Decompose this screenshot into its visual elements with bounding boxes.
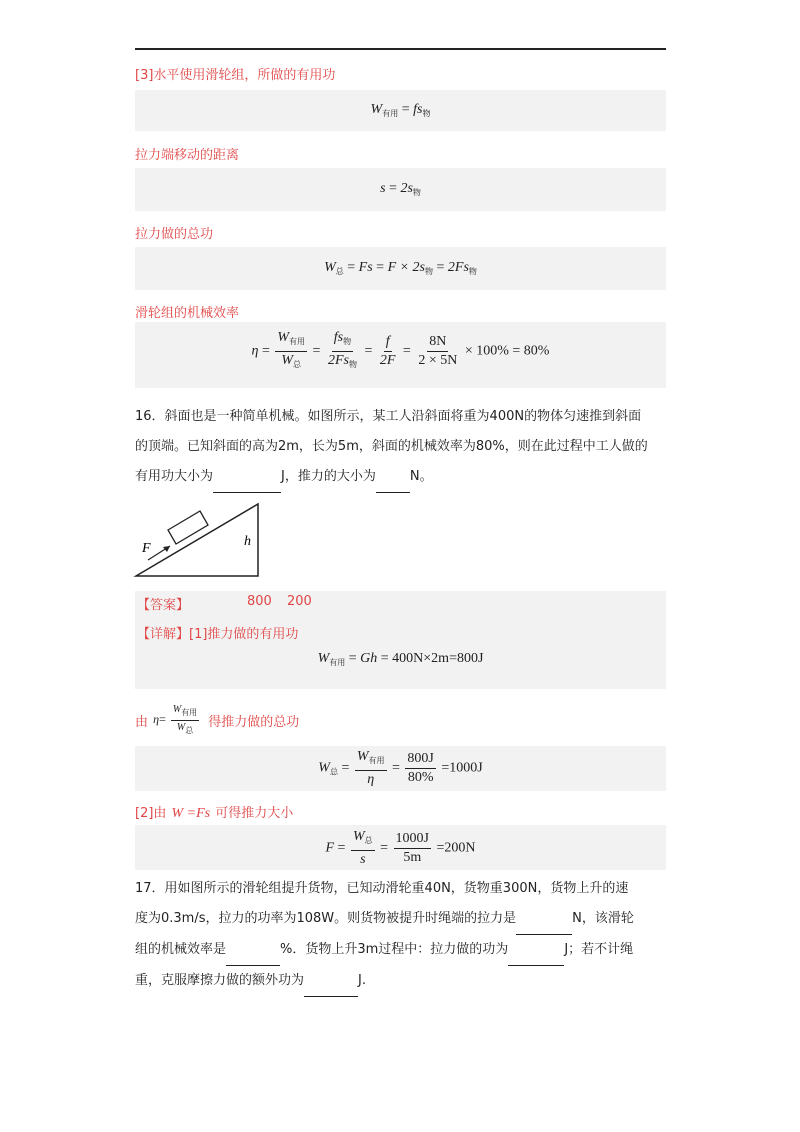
- label-efficiency: 滑轮组的机械效率: [135, 306, 240, 321]
- equation-push-force: F = $\frac{W_总}{s}$ = $\frac{1000J}{5m}$ =200N: [325, 829, 476, 867]
- from-efficiency-line: 由 η= $\frac{W_{有用}}{W_总}$ 得推力做的总功: [135, 704, 300, 735]
- label-pull-distance: 拉力端移动的距离: [135, 148, 240, 163]
- equation-distance: $s = 2s_物$: [380, 181, 421, 197]
- force-label: F: [142, 541, 151, 556]
- equation-box-1: [135, 90, 666, 131]
- equation-box-6: [135, 746, 666, 791]
- answer-box-16: [135, 591, 666, 689]
- answer-value-2: 200: [287, 594, 312, 609]
- equation-box-2: [135, 168, 666, 211]
- block-on-incline: [168, 511, 208, 544]
- detail-label: 【详解】[1]推力做的有用功: [137, 627, 299, 642]
- height-label: h: [244, 534, 251, 549]
- equation-total-work-16: $W_总$ = $\frac{W_{有用}}{\eta}$ = $\frac{800J}{80\%}$ =1000J: [318, 749, 483, 787]
- equation-box-4: [135, 322, 666, 388]
- equation-box-3: [135, 247, 666, 290]
- question-16-text: 16．斜面也是一种简单机械。如图所示，某工人沿斜面将重为400N的物体匀速推到斜面 的顶端。已知斜面的高为2m，长为5m，斜面的机械效率为80%，则在此过程中工人做的 有用功大小为 J，推力的大小为 N。: [135, 402, 670, 493]
- answer-label: 【答案】: [137, 598, 190, 613]
- header-rule: [135, 48, 666, 50]
- label-horizontal-useful-work: [3]水平使用滑轮组，所做的有用功: [135, 68, 336, 83]
- equation-efficiency: η = $\frac{W_{有用}}{W_总}$ = $\frac{fs_物}{2Fs_物}$ = $\frac{f}{2F}$ = $\frac{8N}{2 \times 5N}$ × 100% = 80%: [251, 330, 550, 369]
- label-total-work: 拉力做的总功: [135, 227, 214, 242]
- equation-useful-work: $W_{有用} = fs_物$: [370, 102, 431, 118]
- question-17-text: 17．用如图所示的滑轮组提升货物，已知动滑轮重40N，货物重300N，货物上升的速 度为0.3m/s，拉力的功率为108W。则货物被提升时绳端的拉力是 N，该滑轮 组的机械效率是 %．货物上升3m过程中：拉力做的功为 J；若不计绳 重，克服摩擦力做的额外功为 J.: [135, 874, 670, 997]
- equation-useful-work-gh: $W_{有用} = Gh = 400N\times 2m=800J$: [317, 651, 484, 667]
- incline-diagram: [130, 498, 270, 582]
- equation-total-work: $W_总 = Fs = F \times 2s_物 = 2Fs_物$: [324, 260, 477, 276]
- part2-line: [2]由 W =Fs 可得推力大小: [135, 806, 294, 821]
- force-arrow-head: [163, 546, 170, 552]
- equation-box-7: [135, 825, 666, 870]
- answer-value-1: 800: [247, 594, 272, 609]
